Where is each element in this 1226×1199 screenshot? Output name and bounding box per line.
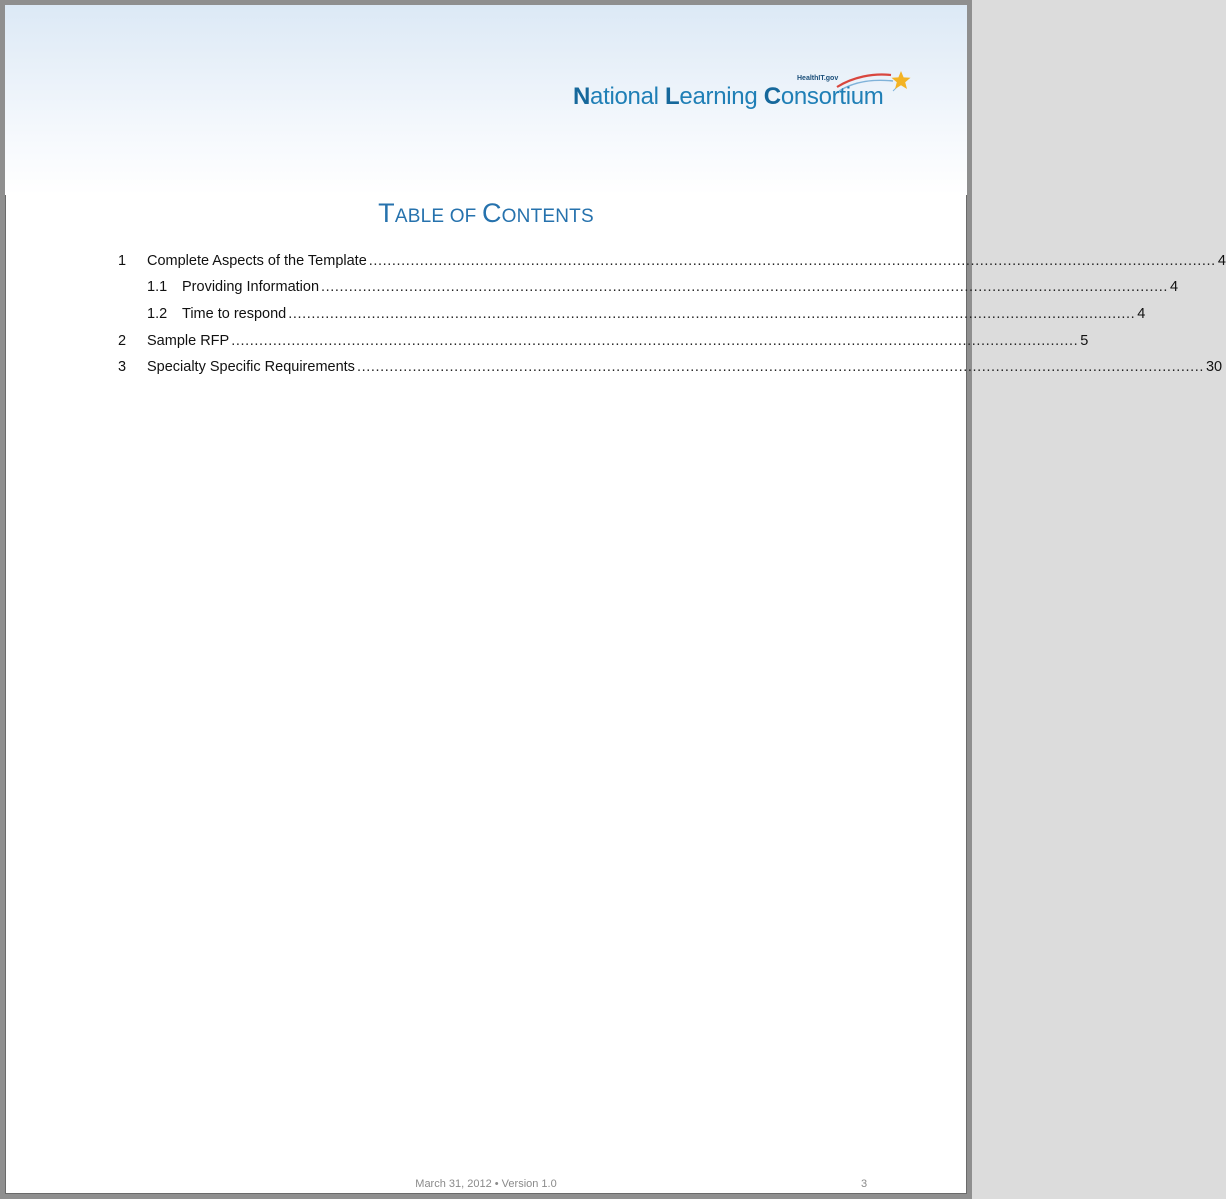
toc-entry-number: 1.2 — [147, 306, 168, 322]
toc-leader-dots: ....................................................................................................................................................................................... — [288, 306, 1136, 322]
toc-entry[interactable] — [5, 331, 1089, 351]
logo-word-national: ational — [590, 83, 666, 110]
toc-heading-part-2: ONTENTS — [501, 206, 594, 227]
toc-entry-text: Providing Information — [182, 279, 320, 295]
toc-entry-line — [147, 331, 1089, 351]
toc-heading-cap-t: T — [378, 198, 395, 228]
logo-initial-l: L — [665, 83, 680, 110]
toc-entry-text: Specialty Specific Requirements — [147, 359, 355, 375]
toc-entry[interactable] — [5, 357, 1223, 377]
logo-word-learning: earning — [679, 83, 764, 110]
toc-entry-number: 1 — [118, 253, 127, 269]
healthit-gov-label: HealthIT.gov — [797, 75, 839, 82]
toc-entry-number: 3 — [118, 359, 127, 375]
toc-entry-line — [182, 304, 1146, 324]
toc-entry-page: 4 — [1217, 253, 1226, 269]
toc-entry-page: 4 — [1137, 306, 1146, 322]
toc-leader-dots: ....................................................................................................................................................................................... — [368, 253, 1216, 269]
national-learning-consortium-logo — [573, 69, 913, 119]
toc-entry-text: Sample RFP — [147, 333, 230, 349]
toc-entry-number: 2 — [118, 333, 127, 349]
logo-initial-c: C — [763, 83, 781, 110]
toc-entry[interactable] — [5, 304, 1146, 324]
footer-page-number: 3 — [861, 1178, 868, 1190]
logo-initial-n: N — [573, 83, 591, 110]
logo-wordmark — [573, 83, 884, 111]
toc-entry-line — [147, 357, 1223, 377]
toc-entry-line — [147, 251, 1226, 271]
toc-entry-text: Time to respond — [182, 306, 287, 322]
toc-leader-dots: ....................................................................................................................................................................................... — [356, 359, 1204, 375]
footer-date-version: March 31, 2012 • Version 1.0 — [415, 1178, 557, 1190]
toc-entry-line — [182, 277, 1179, 297]
toc-entry-number: 1.1 — [147, 279, 168, 295]
toc-entry-text: Complete Aspects of the Template — [147, 253, 367, 269]
toc-entry-page: 5 — [1080, 333, 1089, 349]
toc-leader-dots: ....................................................................................................................................................................................... — [321, 279, 1169, 295]
logo-word-consortium: onsortium — [780, 83, 884, 110]
toc-leader-dots: ....................................................................................................................................................................................... — [231, 333, 1079, 349]
toc-entry[interactable] — [5, 277, 1179, 297]
toc-heading — [5, 198, 967, 229]
toc-heading-cap-c: C — [481, 198, 502, 228]
document-page — [5, 5, 1226, 1194]
toc-heading-part-1: ABLE OF — [394, 206, 482, 227]
toc-entry-page: 30 — [1205, 359, 1223, 375]
toc-entry-page: 4 — [1170, 279, 1179, 295]
toc-entry[interactable] — [5, 251, 1226, 271]
